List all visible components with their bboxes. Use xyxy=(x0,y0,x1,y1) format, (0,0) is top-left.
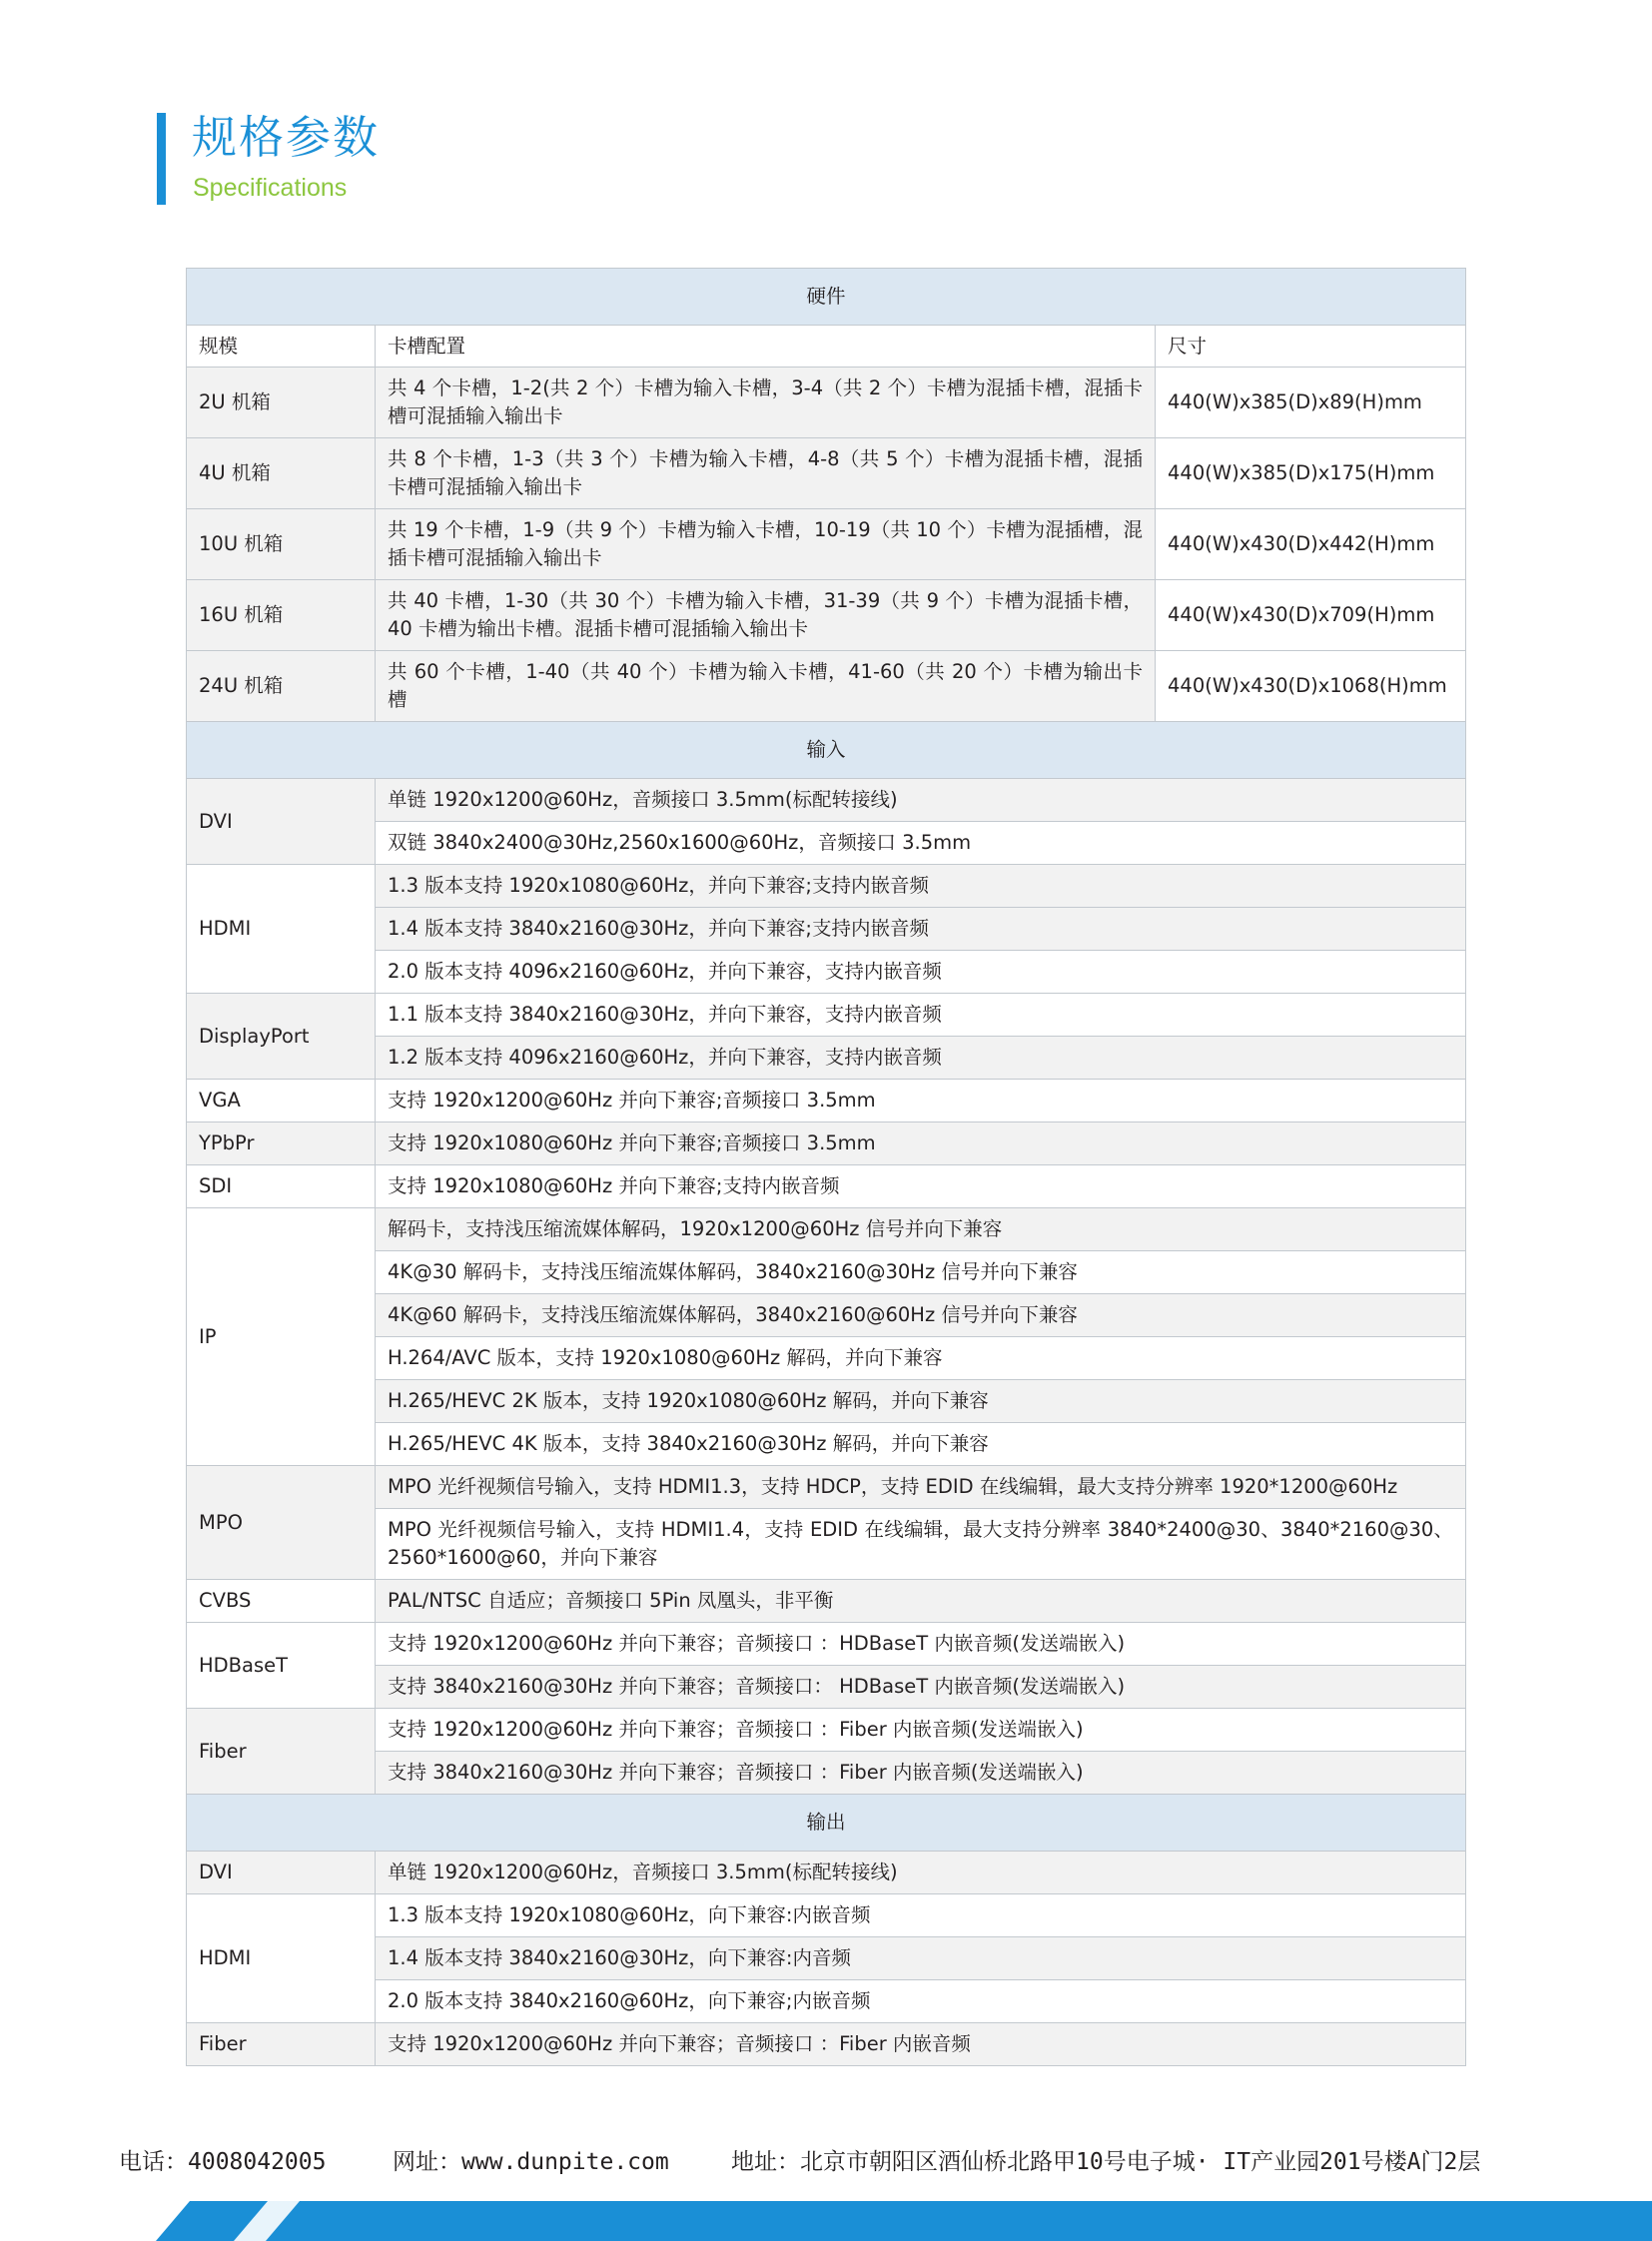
hw-config: 共 4 个卡槽，1-2(共 2 个）卡槽为输入卡槽，3-4（共 2 个）卡槽为混插卡槽，混插卡槽可混插输入输出卡 xyxy=(376,368,1156,438)
hw-config: 共 40 卡槽，1-30（共 30 个）卡槽为输入卡槽，31-39（共 9 个）卡槽为混插卡槽，40 卡槽为输出卡槽。混插卡槽可混插输入输出卡 xyxy=(376,580,1156,651)
output-spec: 2.0 版本支持 3840x2160@60Hz，向下兼容;内嵌音频 xyxy=(376,1980,1466,2023)
input-spec: 4K@30 解码卡，支持浅压缩流媒体解码，3840x2160@30Hz 信号并向下兼容 xyxy=(376,1251,1466,1294)
input-label-cvbs: CVBS xyxy=(187,1580,376,1623)
input-spec: 单链 1920x1200@60Hz，音频接口 3.5mm(标配转接线) xyxy=(376,779,1466,822)
input-label-mpo: MPO xyxy=(187,1466,376,1580)
input-spec: 支持 3840x2160@30Hz 并向下兼容；音频接口： HDBaseT 内嵌音频(发送端嵌入) xyxy=(376,1666,1466,1709)
output-label-dvi: DVI xyxy=(187,1852,376,1894)
section-output: 输出 xyxy=(187,1795,1466,1852)
footer-address: 地址：北京市朝阳区酒仙桥北路甲10号电子城· IT产业园201号楼A门2层 xyxy=(731,2149,1481,2175)
input-spec: H.265/HEVC 4K 版本，支持 3840x2160@30Hz 解码，并向下兼容 xyxy=(376,1423,1466,1466)
footer-phone: 电话：4008042005 xyxy=(119,2149,327,2175)
input-spec: 1.2 版本支持 4096x2160@60Hz，并向下兼容，支持内嵌音频 xyxy=(376,1037,1466,1080)
output-label-fiber: Fiber xyxy=(187,2023,376,2066)
input-spec: 解码卡，支持浅压缩流媒体解码，1920x1200@60Hz 信号并向下兼容 xyxy=(376,1208,1466,1251)
spec-table xyxy=(186,268,1466,2066)
page-subtitle: Specifications xyxy=(193,174,348,202)
input-spec: 支持 1920x1080@60Hz 并向下兼容;音频接口 3.5mm xyxy=(376,1122,1466,1165)
input-label-displayport: DisplayPort xyxy=(187,994,376,1080)
input-spec: 支持 3840x2160@30Hz 并向下兼容；音频接口 ：Fiber 内嵌音频(发送端嵌入) xyxy=(376,1752,1466,1795)
footer-band xyxy=(0,2201,1652,2241)
title-accent-bar xyxy=(157,113,166,205)
footer-website: 网址：www.dunpite.com xyxy=(393,2149,669,2175)
output-spec: 1.4 版本支持 3840x2160@30Hz，向下兼容:内音频 xyxy=(376,1937,1466,1980)
hardware-row xyxy=(187,580,1466,651)
input-label-hdmi: HDMI xyxy=(187,865,376,994)
input-spec: 支持 1920x1200@60Hz 并向下兼容;音频接口 3.5mm xyxy=(376,1080,1466,1122)
hw-size: 440(W)x430(D)x1068(H)mm xyxy=(1156,651,1466,722)
hw-scale: 10U 机箱 xyxy=(187,509,376,580)
hardware-row xyxy=(187,651,1466,722)
hardware-row xyxy=(187,509,1466,580)
input-spec: 1.3 版本支持 1920x1080@60Hz，并向下兼容;支持内嵌音频 xyxy=(376,865,1466,908)
input-label-ypbpr: YPbPr xyxy=(187,1122,376,1165)
section-hardware: 硬件 xyxy=(187,269,1466,326)
hw-config: 共 60 个卡槽，1-40（共 40 个）卡槽为输入卡槽，41-60（共 20 个）卡槽为输出卡槽 xyxy=(376,651,1156,722)
input-spec: 1.4 版本支持 3840x2160@30Hz，并向下兼容;支持内嵌音频 xyxy=(376,908,1466,951)
input-spec: MPO 光纤视频信号输入，支持 HDMI1.4，支持 EDID 在线编辑，最大支持分辨率 3840*2400@30、3840*2160@30、 2560*1600@60，并向下兼容 xyxy=(376,1509,1466,1580)
header-config: 卡槽配置 xyxy=(376,326,1156,368)
header-size: 尺寸 xyxy=(1156,326,1466,368)
hw-size: 440(W)x430(D)x709(H)mm xyxy=(1156,580,1466,651)
output-spec: 单链 1920x1200@60Hz，音频接口 3.5mm(标配转接线) xyxy=(376,1852,1466,1894)
input-label-ip: IP xyxy=(187,1208,376,1466)
input-label-vga: VGA xyxy=(187,1080,376,1122)
hw-scale: 16U 机箱 xyxy=(187,580,376,651)
input-label-dvi: DVI xyxy=(187,779,376,865)
input-spec: MPO 光纤视频信号输入，支持 HDMI1.3，支持 HDCP，支持 EDID 在线编辑，最大支持分辨率 1920*1200@60Hz xyxy=(376,1466,1466,1509)
section-input: 输入 xyxy=(187,722,1466,779)
header-scale: 规模 xyxy=(187,326,376,368)
page-title: 规格参数 xyxy=(192,111,381,164)
input-spec: H.264/AVC 版本，支持 1920x1080@60Hz 解码，并向下兼容 xyxy=(376,1337,1466,1380)
input-spec: 2.0 版本支持 4096x2160@60Hz，并向下兼容，支持内嵌音频 xyxy=(376,951,1466,994)
input-spec: PAL/NTSC 自适应；音频接口 5Pin 凤凰头，非平衡 xyxy=(376,1580,1466,1623)
input-label-sdi: SDI xyxy=(187,1165,376,1208)
input-label-hdbaset: HDBaseT xyxy=(187,1623,376,1709)
input-spec: 支持 1920x1200@60Hz 并向下兼容；音频接口 ：HDBaseT 内嵌音频(发送端嵌入) xyxy=(376,1623,1466,1666)
input-spec: 支持 1920x1200@60Hz 并向下兼容；音频接口 ：Fiber 内嵌音频(发送端嵌入) xyxy=(376,1709,1466,1752)
input-spec: 双链 3840x2400@30Hz,2560x1600@60Hz，音频接口 3.5mm xyxy=(376,822,1466,865)
hw-scale: 24U 机箱 xyxy=(187,651,376,722)
input-label-fiber: Fiber xyxy=(187,1709,376,1795)
input-spec: H.265/HEVC 2K 版本，支持 1920x1080@60Hz 解码，并向下兼容 xyxy=(376,1380,1466,1423)
hw-scale: 4U 机箱 xyxy=(187,438,376,509)
input-spec: 4K@60 解码卡，支持浅压缩流媒体解码，3840x2160@60Hz 信号并向下兼容 xyxy=(376,1294,1466,1337)
output-spec: 支持 1920x1200@60Hz 并向下兼容；音频接口 ：Fiber 内嵌音频 xyxy=(376,2023,1466,2066)
hw-size: 440(W)x385(D)x89(H)mm xyxy=(1156,368,1466,438)
hw-size: 440(W)x430(D)x442(H)mm xyxy=(1156,509,1466,580)
hw-config: 共 19 个卡槽，1-9（共 9 个）卡槽为输入卡槽，10-19（共 10 个）卡槽为混插槽，混插卡槽可混插输入输出卡 xyxy=(376,509,1156,580)
hw-scale: 2U 机箱 xyxy=(187,368,376,438)
hardware-row xyxy=(187,438,1466,509)
hw-size: 440(W)x385(D)x175(H)mm xyxy=(1156,438,1466,509)
output-label-hdmi: HDMI xyxy=(187,1894,376,2023)
hw-config: 共 8 个卡槽，1-3（共 3 个）卡槽为输入卡槽，4-8（共 5 个）卡槽为混插卡槽，混插卡槽可混插输入输出卡 xyxy=(376,438,1156,509)
output-spec: 1.3 版本支持 1920x1080@60Hz，向下兼容:内嵌音频 xyxy=(376,1894,1466,1937)
input-spec: 支持 1920x1080@60Hz 并向下兼容;支持内嵌音频 xyxy=(376,1165,1466,1208)
input-spec: 1.1 版本支持 3840x2160@30Hz，并向下兼容，支持内嵌音频 xyxy=(376,994,1466,1037)
hardware-row xyxy=(187,368,1466,438)
